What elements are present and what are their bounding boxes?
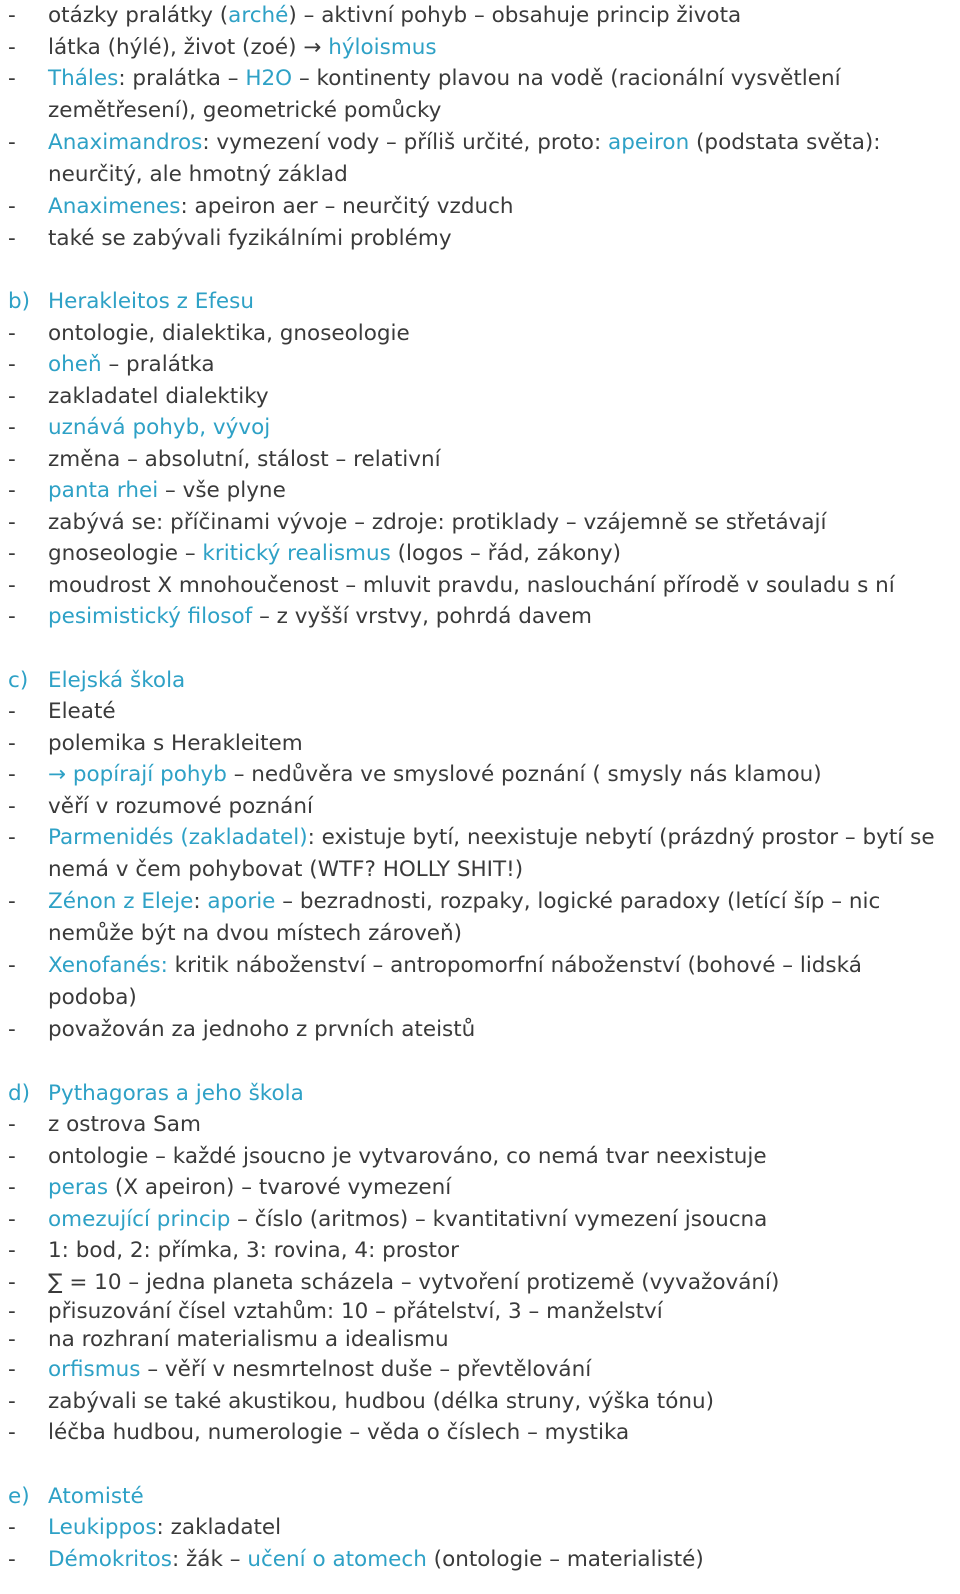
highlighted-term: arché [228, 3, 289, 28]
section-marker: d) [8, 1080, 31, 1106]
plain-text: – pralátka [101, 352, 215, 377]
highlighted-term: peras [48, 1175, 109, 1200]
list-item-text [48, 886, 954, 949]
bullet-dash: - [8, 383, 16, 409]
bullet-dash: - [8, 1327, 16, 1352]
section-heading [0, 286, 960, 318]
section-title: Herakleitos z Efesu [48, 289, 254, 314]
plain-text: – bezradnosti, rozpaky, logické paradoxy (letící šíp – nic nemůže být na dvou místech zároveň) [48, 889, 881, 946]
list-item [0, 791, 960, 823]
highlighted-term: Leukippos [48, 1515, 157, 1540]
plain-text: (ontologie – materialisté) [426, 1546, 704, 1572]
list-item-text [48, 412, 954, 444]
list-item [0, 1512, 960, 1544]
list-item [0, 1354, 960, 1386]
list-item-text [48, 1014, 954, 1046]
list-item [0, 601, 960, 633]
highlighted-term: oheň [48, 352, 102, 377]
list-item [0, 1204, 960, 1236]
plain-text: z ostrova Sam [48, 1112, 201, 1137]
list-item-text [48, 728, 954, 760]
plain-text: – vše plyne [158, 478, 286, 503]
highlighted-term: pesimistický filosof [48, 604, 253, 629]
list-item [0, 1417, 960, 1449]
plain-text: zabývá se: příčinami vývoje – zdroje: protiklady – vzájemně se střetávají [48, 509, 827, 535]
plain-text: (podstata světa): neurčitý, ale hmotný základ [48, 130, 881, 187]
list-item-text [48, 1298, 954, 1326]
plain-text: – nedůvěra ve smyslové poznání ( smysly nás klamou) [226, 762, 822, 787]
list-item [0, 886, 960, 950]
section-gap [0, 633, 960, 665]
plain-text: zabývali se také akustikou, hudbou (délka struny, výška tónu) [48, 1388, 715, 1414]
list-item [0, 0, 960, 32]
bullet-dash: - [8, 699, 16, 724]
bullet-dash: - [8, 509, 16, 535]
list-item-text [48, 950, 954, 1013]
highlighted-term: Démokritos [48, 1546, 172, 1572]
plain-text: otázky pralátky ( [48, 3, 229, 28]
highlighted-term: Parmenidés (zakladatel) [48, 825, 308, 850]
highlighted-term: aporie [207, 889, 276, 914]
plain-text: : pralátka – [118, 66, 246, 91]
list-item [0, 32, 960, 64]
plain-text: také se zabývali fyzikálními problémy [48, 225, 452, 251]
section-heading [0, 665, 960, 697]
list-item-text [48, 1141, 954, 1173]
highlighted-term: apeiron [608, 130, 690, 155]
plain-text: Eleaté [48, 699, 116, 724]
bullet-dash: - [8, 34, 16, 60]
bullet-dash: - [8, 3, 16, 28]
plain-text: moudrost X mnohoučenost – mluvit pravdu, naslouchání přírodě v souladu s ní [48, 572, 895, 598]
list-item-text [48, 570, 954, 602]
list-item [0, 759, 960, 791]
bullet-dash: - [8, 66, 16, 91]
list-item [0, 1298, 960, 1326]
list-item-text [48, 1267, 954, 1299]
bullet-dash: - [8, 1269, 16, 1295]
list-item-text [48, 475, 954, 507]
list-item [0, 381, 960, 413]
list-item-text [48, 507, 954, 539]
highlighted-term: orfismus [48, 1357, 141, 1382]
list-item-text [48, 1512, 954, 1544]
list-item-text [48, 381, 954, 413]
list-item-text [48, 696, 954, 728]
plain-text: ontologie, dialektika, gnoseologie [48, 320, 410, 346]
bullet-dash: - [8, 1143, 16, 1169]
bullet-dash: - [8, 1206, 16, 1232]
bullet-dash: - [8, 130, 16, 155]
list-item-text [48, 1109, 954, 1141]
plain-text: léčba hudbou, numerologie – věda o číslech – mystika [48, 1420, 630, 1445]
list-item [0, 1326, 960, 1354]
bullet-dash: - [8, 478, 16, 503]
highlighted-term: Anaximandros [48, 130, 203, 155]
list-item-text [48, 63, 954, 126]
highlighted-term: omezující princip [48, 1206, 231, 1232]
list-item [0, 1141, 960, 1173]
list-item [0, 1544, 960, 1576]
list-item-text [48, 1204, 954, 1236]
section-heading [0, 1078, 960, 1110]
section-title: Pythagoras a jeho škola [48, 1080, 304, 1106]
section-title: Atomisté [48, 1483, 144, 1509]
bullet-dash: - [8, 541, 16, 566]
list-item [0, 1386, 960, 1418]
section-marker: e) [8, 1483, 30, 1509]
plain-text: polemika s Herakleitem [48, 730, 303, 756]
plain-text: – z vyšší vrstvy, pohrdá davem [252, 604, 593, 629]
bullet-dash: - [8, 194, 16, 219]
plain-text: (X apeiron) – tvarové vymezení [108, 1175, 452, 1200]
list-item [0, 1014, 960, 1046]
highlighted-term: Xenofanés: [48, 953, 168, 978]
bullet-dash: - [8, 1388, 16, 1414]
section-title: Elejská škola [48, 667, 186, 693]
list-item-text [48, 538, 954, 570]
bullet-dash: - [8, 1238, 16, 1263]
bullet-dash: - [8, 1420, 16, 1445]
list-item-text [48, 127, 954, 190]
list-item [0, 696, 960, 728]
plain-text: ) – aktivní pohyb – obsahuje princip života [288, 3, 742, 28]
list-item-text [48, 791, 954, 823]
section-gap [0, 1046, 960, 1078]
list-item [0, 127, 960, 191]
bullet-dash: - [8, 1017, 16, 1042]
bullet-dash: - [8, 1299, 16, 1324]
highlighted-term: popírají pohyb [72, 762, 227, 787]
bullet-dash: - [8, 1112, 16, 1137]
section-gap [0, 254, 960, 286]
list-item [0, 570, 960, 602]
plain-text: – kontinenty plavou na vodě (racionální vysvětlení zemětřesení), geometrické pomůcky [48, 66, 841, 123]
section-marker: b) [8, 289, 31, 314]
bullet-dash: - [8, 320, 16, 346]
list-item-text [48, 0, 954, 32]
list-item [0, 444, 960, 476]
list-item-text [48, 349, 954, 381]
highlighted-term: uznává pohyb, vývoj [48, 415, 271, 440]
section-gap [0, 1449, 960, 1481]
list-item [0, 1267, 960, 1299]
plain-text: přisuzování čísel vztahům: 10 – přátelství, 3 – manželství [48, 1299, 663, 1324]
bullet-dash: - [8, 889, 16, 914]
bullet-dash: - [8, 730, 16, 756]
list-item-text [48, 1354, 954, 1386]
bullet-dash: - [8, 793, 16, 819]
list-item [0, 223, 960, 255]
list-item-text [48, 1235, 954, 1267]
highlighted-term: učení o atomech [247, 1546, 427, 1572]
plain-text: : [193, 889, 208, 914]
plain-text: ∑ = 10 – jedna planeta scházela – vytvoření protizemě (vyvažování) [48, 1269, 780, 1295]
highlighted-term: kritický realismus [202, 541, 391, 566]
bullet-dash: - [8, 225, 16, 251]
list-item [0, 318, 960, 350]
plain-text: na rozhraní materialismu a idealismu [48, 1327, 449, 1352]
list-item-text [48, 1386, 954, 1418]
bullet-dash: - [8, 825, 16, 850]
plain-text: považován za jednoho z prvních ateistů [48, 1017, 476, 1042]
highlighted-term: → [48, 762, 73, 787]
list-item [0, 1172, 960, 1204]
highlighted-term: Tháles [48, 66, 119, 91]
plain-text: – číslo (aritmos) – kvantitativní vymezení jsoucna [230, 1206, 768, 1232]
plain-text: : apeiron aer – neurčitý vzduch [180, 194, 514, 219]
plain-text: : zakladatel [156, 1515, 282, 1540]
plain-text: (logos – řád, zákony) [390, 541, 621, 566]
section-marker: c) [8, 667, 29, 693]
plain-text: zakladatel dialektiky [48, 383, 269, 409]
list-item-text [48, 1417, 954, 1449]
plain-text: gnoseologie – [48, 541, 203, 566]
plain-text: : existuje bytí, neexistuje nebytí (prázdný prostor – bytí se nemá v čem pohybovat (WTF? HOLLY SHIT!) [48, 825, 935, 882]
plain-text: změna – absolutní, stálost – relativní [48, 446, 441, 472]
highlighted-term: panta rhei [48, 478, 159, 503]
list-item [0, 1235, 960, 1267]
list-item [0, 822, 960, 886]
plain-text: kritik náboženství – antropomorfní náboženství (bohové – lidská podoba) [48, 953, 862, 1010]
highlighted-term: Anaximenes [48, 194, 181, 219]
list-item [0, 728, 960, 760]
plain-text: věří v rozumové poznání [48, 793, 313, 819]
list-item-text [48, 318, 954, 350]
highlighted-term: Zénon z Eleje [48, 889, 194, 914]
plain-text: : žák – [171, 1546, 248, 1572]
bullet-dash: - [8, 446, 16, 472]
bullet-dash: - [8, 1515, 16, 1540]
highlighted-term: H2O [245, 66, 293, 91]
highlighted-term: hýloismus [328, 34, 437, 60]
list-item-text [48, 601, 954, 633]
list-item-text [48, 1326, 954, 1354]
list-item [0, 950, 960, 1014]
list-item-text [48, 223, 954, 255]
list-item [0, 412, 960, 444]
list-item-text [48, 759, 954, 791]
list-item [0, 538, 960, 570]
list-item [0, 349, 960, 381]
list-item [0, 1109, 960, 1141]
list-item [0, 475, 960, 507]
section-heading [0, 1481, 960, 1513]
bullet-dash: - [8, 604, 16, 629]
list-item [0, 191, 960, 223]
plain-text: 1: bod, 2: přímka, 3: rovina, 4: prostor [48, 1238, 459, 1263]
bullet-dash: - [8, 1357, 16, 1382]
list-item [0, 63, 960, 127]
list-item-text [48, 444, 954, 476]
bullet-dash: - [8, 352, 16, 377]
bullet-dash: - [8, 953, 16, 978]
plain-text: : vymezení vody – příliš určité, proto: [202, 130, 609, 155]
list-item [0, 507, 960, 539]
list-item-text [48, 822, 954, 885]
plain-text: ontologie – každé jsoucno je vytvarováno, co nemá tvar neexistuje [48, 1143, 767, 1169]
list-item-text [48, 32, 954, 64]
bullet-dash: - [8, 1546, 16, 1572]
bullet-dash: - [8, 572, 16, 598]
list-item-text [48, 1172, 954, 1204]
bullet-dash: - [8, 762, 16, 787]
plain-text: – věří v nesmrtelnost duše – převtělování [140, 1357, 592, 1382]
list-item-text [48, 1544, 954, 1576]
plain-text: látka (hýlé), život (zoé) → [48, 34, 329, 60]
bullet-dash: - [8, 415, 16, 440]
bullet-dash: - [8, 1175, 16, 1200]
list-item-text [48, 191, 954, 223]
